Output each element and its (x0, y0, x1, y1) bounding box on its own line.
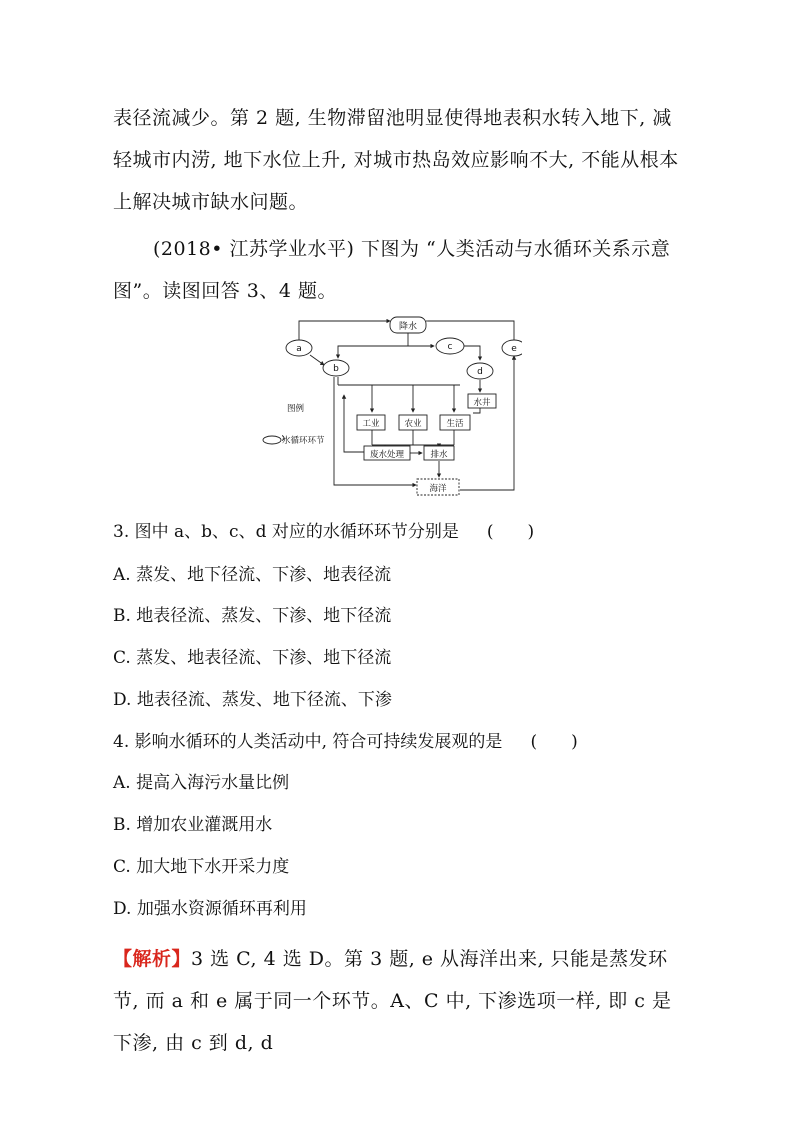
analysis-tag: 【解析】 (113, 948, 192, 970)
legend-item (262, 432, 342, 448)
node-d (467, 363, 493, 379)
legend-title: 图例 (287, 404, 305, 414)
node-c-label: c (447, 342, 453, 352)
q3-text (113, 520, 534, 544)
node-b-label: b (333, 364, 339, 374)
q3-option-a: A. 蒸发、地下径流、下渗、地表径流 (113, 565, 392, 585)
node-a (286, 340, 312, 356)
node-precipitation-label: 降水 (398, 322, 418, 332)
node-e-label: e (511, 344, 517, 354)
box-treatment-label: 废水处理 (369, 450, 405, 460)
box-treatment (364, 446, 410, 460)
box-ocean-label: 海洋 (429, 484, 447, 494)
question-stem-text: (2018• 江苏学业水平) 下图为 “人类活动与水循环关系示意图”。读图回答 3、4 题。 (113, 238, 671, 302)
node-c (436, 338, 464, 354)
box-drain-label: 排水 (430, 450, 448, 460)
box-ocean (417, 479, 459, 495)
analysis-text: 3 选 C, 4 选 D。第 3 题, e 从海洋出来, 只能是蒸发环节, 而 a 和 e 属于同一个环节。A、C 中, 下渗选项一样, 即 c 是下渗, 由 c 到 d, d (113, 948, 672, 1054)
water-cycle-diagram (282, 315, 522, 500)
node-e (502, 340, 522, 356)
box-industry (357, 415, 385, 430)
q4-option-c: C. 加大地下水开采力度 (113, 857, 290, 877)
box-drain (424, 446, 454, 460)
box-agriculture-label: 农业 (404, 419, 422, 429)
node-a-label: a (296, 344, 302, 354)
box-domestic (440, 415, 470, 430)
q4-text-content: 4. 影响水循环的人类活动中, 符合可持续发展观的是 (113, 732, 503, 752)
box-well (468, 394, 496, 408)
box-domestic-label: 生活 (446, 419, 464, 429)
node-b (323, 360, 349, 376)
q4-option-d: D. 加强水资源循环再利用 (113, 899, 307, 919)
q3-text-content: 3. 图中 a、b、c、d 对应的水循环环节分别是 (113, 522, 459, 542)
q4-text (113, 730, 578, 754)
intro-paragraph: 表径流减少。第 2 题, 生物滞留池明显使得地表积水转入地下, 减轻城市内涝, 地下水位上升, 对城市热岛效应影响不大, 不能从根本上解决城市缺水问题。 (113, 107, 679, 213)
box-agriculture (399, 415, 427, 430)
q4-option-a: A. 提高入海污水量比例 (113, 773, 290, 793)
box-industry-label: 工业 (362, 419, 380, 429)
legend-ellipse-icon (263, 436, 281, 444)
q4-option-b: B. 增加农业灌溉用水 (113, 815, 273, 835)
q4-answer-paren: ( ) (530, 732, 578, 752)
question-stem (113, 228, 688, 312)
q3-option-c: C. 蒸发、地表径流、下渗、地下径流 (113, 648, 392, 668)
q3-option-d: D. 地表径流、蒸发、地下径流、下渗 (113, 690, 392, 710)
q3-answer-paren: ( ) (486, 522, 535, 542)
analysis-paragraph (113, 938, 688, 1064)
node-d-label: d (477, 367, 483, 377)
q3-option-b: B. 地表径流、蒸发、下渗、地下径流 (113, 606, 392, 626)
legend-item-label: 水循环环节 (282, 436, 325, 446)
box-well-label: 水井 (473, 398, 491, 408)
node-precipitation (390, 317, 426, 333)
